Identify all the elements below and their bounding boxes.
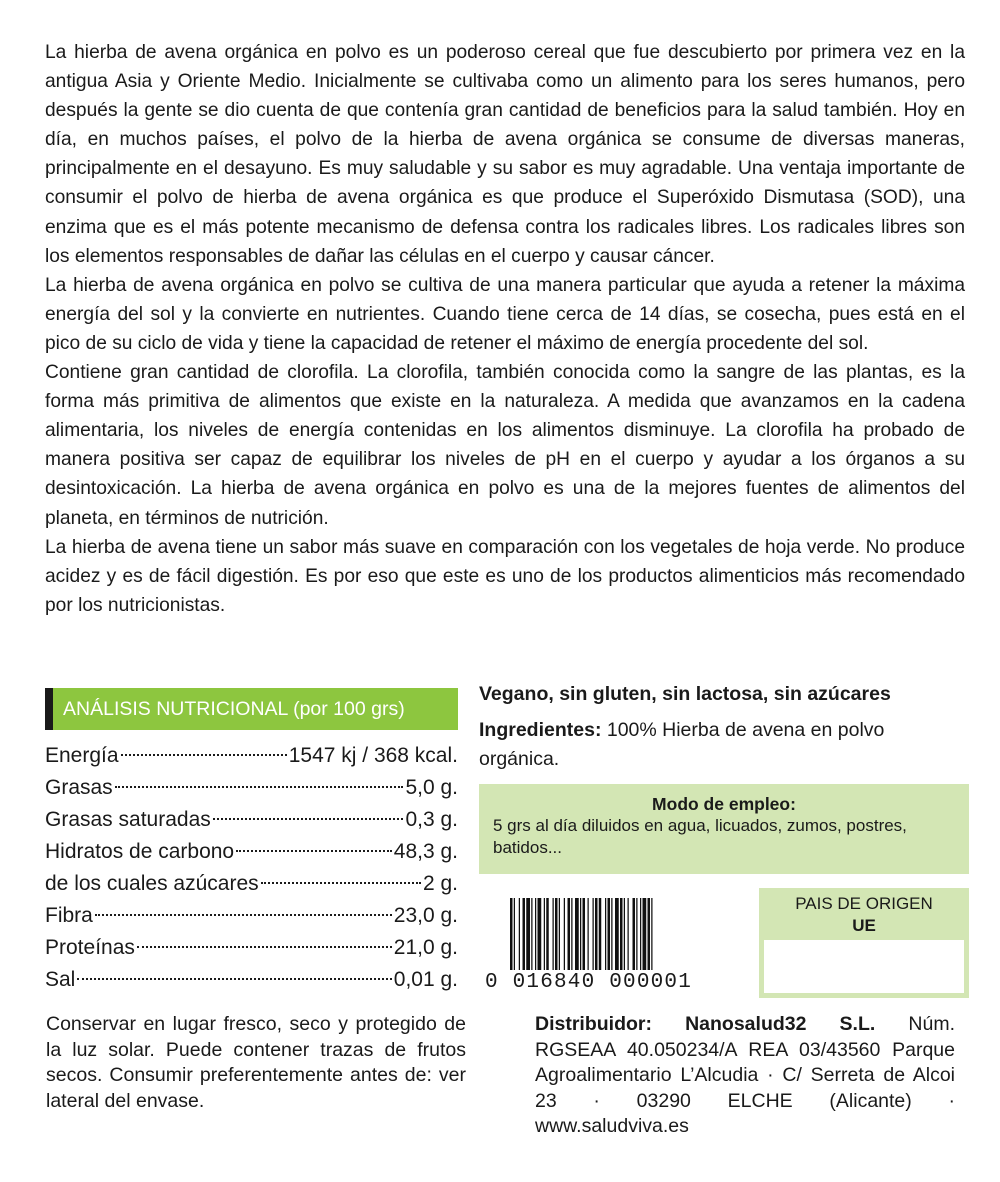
nutrition-value: 21,0 g.	[393, 936, 458, 959]
nutrition-row	[45, 932, 458, 964]
usage-panel	[479, 784, 969, 874]
barcode-bar	[523, 898, 526, 970]
distributor-label: Distribuidor: Nanosalud32 S.L.	[535, 1013, 876, 1035]
storage-instructions: Conservar en lugar fresco, seco y protegido de la luz solar. Puede contener trazas de frutos secos. Consumir preferentemente antes de: ver lateral del envase.	[46, 1013, 466, 1112]
origin-blank-box	[764, 940, 964, 993]
nutrition-row	[45, 900, 458, 932]
nutrition-row	[45, 964, 458, 996]
leader-dots	[115, 786, 404, 788]
barcode-bar	[643, 898, 647, 970]
barcode-bar	[553, 898, 554, 970]
nutrition-value: 48,3 g.	[393, 840, 458, 863]
barcode-bar	[633, 898, 636, 970]
nutrition-label: Hidratos de carbono	[45, 840, 235, 863]
ingredients	[479, 716, 964, 774]
nutrition-label: de los cuales azúcares	[45, 872, 259, 895]
ingredients-label: Ingredientes:	[479, 719, 602, 741]
barcode-bar	[571, 898, 572, 970]
description-paragraph-3: Contiene gran cantidad de clorofila. La clorofila, también conocida como la sangre de las plantas, es la forma más primitiva de alimentos que existe en la naturaleza. A medida que avanzamos en la cadena alimentaria, los niveles de energía contenidas en los alimentos disminuye. La clorofila ha probado de manera positiva ser capaz de equilibrar los niveles de pH en el cuerpo y ayudar a los órganos a su desintoxicación. La hierba de avena orgánica en polvo es una de la mejores fuentes de alimentos del planeta, en términos de nutrición.	[45, 362, 965, 529]
origin-label: PAIS DE ORIGEN	[795, 894, 933, 913]
leader-dots	[95, 914, 392, 916]
ingredients-text: 100% Hierba de avena en polvo orgánica.	[479, 719, 885, 770]
barcode-bars	[510, 898, 715, 970]
nutrition-row	[45, 836, 458, 868]
nutrition-value: 5,0 g.	[405, 776, 458, 799]
barcode-bar	[531, 898, 532, 970]
leader-dots	[236, 850, 392, 852]
barcode-bar	[636, 898, 637, 970]
nutrition-label: Fibra	[45, 904, 93, 927]
barcode-bar	[580, 898, 581, 970]
barcode-bar	[588, 898, 589, 970]
barcode-bar	[568, 898, 571, 970]
nutrition-row	[45, 868, 458, 900]
barcode-bar	[620, 898, 623, 970]
barcode-bar	[628, 898, 629, 970]
barcode-bar	[526, 898, 530, 970]
barcode-bar	[546, 898, 549, 970]
nutrition-value: 0,3 g.	[405, 808, 458, 831]
usage-title: Modo de empleo:	[652, 794, 796, 814]
nutrition-value: 0,01 g.	[393, 968, 458, 991]
description-paragraph-4: La hierba de avena tiene un sabor más suave en comparación con los vegetales de hoja verde. No produce acidez y es de fácil digestión. Es por eso que este es uno de los productos alimenticios más recomendado por los nutricionistas.	[45, 536, 965, 616]
nutrition-value: 2 g.	[422, 872, 458, 895]
barcode-bar	[651, 898, 652, 970]
nutrition-row	[45, 740, 458, 772]
distributor-text: Núm. RGSEAA 40.050234/A REA 03/43560 Parque Agroalimentario L’Alcudia · C/ Serreta de Alcoi 23 · 03290 ELCHE (Alicante) · www.saludviva.es	[535, 1013, 955, 1137]
nutrition-title: ANÁLISIS NUTRICIONAL (por 100 grs)	[45, 688, 458, 730]
barcode-bar	[538, 898, 542, 970]
barcode-bar	[583, 898, 586, 970]
barcode-bar	[605, 898, 606, 970]
barcode-bar	[544, 898, 545, 970]
barcode-bar	[559, 898, 560, 970]
leader-dots	[77, 978, 391, 980]
leader-dots	[261, 882, 421, 884]
barcode-bar	[648, 898, 651, 970]
barcode-number: 0 016840 000001	[485, 971, 693, 994]
nutrition-label: Grasas	[45, 776, 113, 799]
barcode-bar	[514, 898, 515, 970]
origin-panel	[759, 888, 969, 998]
leader-dots	[137, 946, 392, 948]
nutrition-value: 1547 kj / 368 kcal.	[288, 744, 458, 767]
distributor-info	[535, 1012, 955, 1140]
barcode-bar	[608, 898, 611, 970]
barcode-bar	[519, 898, 520, 970]
leader-dots	[213, 818, 404, 820]
barcode-bar	[535, 898, 536, 970]
dietary-claims: Vegano, sin gluten, sin lactosa, sin azúcares	[479, 683, 891, 705]
barcode-bar	[575, 898, 579, 970]
nutrition-row	[45, 804, 458, 836]
barcode-bar	[615, 898, 619, 970]
leader-dots	[121, 754, 287, 756]
product-description	[45, 38, 965, 620]
barcode-bar	[611, 898, 612, 970]
nutrition-row	[45, 772, 458, 804]
usage-text: 5 grs al día diluidos en agua, licuados, zumos, postres, batidos...	[493, 816, 907, 857]
nutrition-label: Grasas saturadas	[45, 808, 211, 831]
nutrition-label: Sal	[45, 968, 76, 991]
barcode-bar	[624, 898, 625, 970]
description-paragraph-1: La hierba de avena orgánica en polvo es un poderoso cereal que fue descubierto por primera vez en la antigua Asia y Oriente Medio. Inicialmente se cultivaba como un alimento para los seres humanos, pero después la gente se dio cuenta de que contenía gran cantidad de beneficios para la salud también. Hoy en día, en muchos países, el polvo de la hierba de avena orgánica se consume de diversas maneras, principalmente en el desayuno. Es muy saludable y su sabor es muy agradable. Una ventaja importante de consumir el polvo de hierba de avena orgánica es que produce el Superóxido Dismutasa (SOD), una enzima que es el más potente mecanismo de defensa contra los radicales libres. Los radicales libres son los elementos responsables de dañar las células en el cuerpo y causar cáncer.	[45, 42, 965, 267]
barcode-bar	[599, 898, 602, 970]
nutrition-value: 23,0 g.	[393, 904, 458, 927]
barcode-bar	[564, 898, 565, 970]
description-paragraph-2: La hierba de avena orgánica en polvo se cultiva de una manera particular que ayuda a retener la máxima energía del sol y la convierte en nutrientes. Cuando tiene cerca de 14 días, se cosecha, pues está en el pico de su ciclo de vida y tiene la capacidad de retener el máximo de energía procedente del sol.	[45, 274, 965, 354]
barcode-bar	[510, 898, 513, 970]
barcode-bar	[595, 898, 598, 970]
nutrition-label: Proteínas	[45, 936, 135, 959]
nutrition-label: Energía	[45, 744, 119, 767]
nutrition-table	[45, 688, 458, 996]
barcode	[485, 898, 730, 998]
barcode-bar	[555, 898, 558, 970]
origin-value: UE	[852, 916, 876, 935]
barcode-bar	[640, 898, 641, 970]
barcode-bar	[593, 898, 594, 970]
